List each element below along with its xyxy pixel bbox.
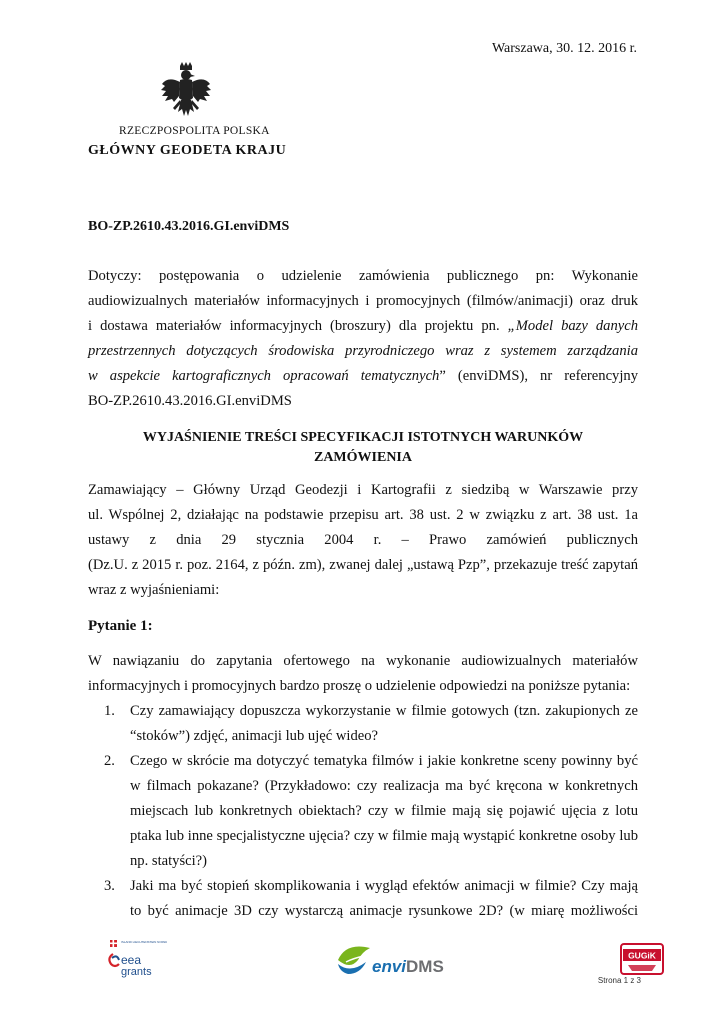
eea-small-text: ISLAND LIECHTENSTEIN NORWAY (121, 940, 167, 944)
heading-line: ZAMÓWIENIA (313, 450, 412, 465)
envi-text: envi (372, 957, 407, 976)
dms-text: DMS (406, 957, 444, 976)
list-item (104, 874, 638, 924)
list-item (104, 699, 638, 749)
list-item-number: 3. (104, 878, 115, 894)
question-title: Pytanie 1: (88, 618, 153, 634)
list-item-number: 2. (104, 753, 115, 769)
heading-line: WYJAŚNIENIE TREŚCI SPECYFIKACJI ISTOTNYCH WARUNKÓW (142, 430, 584, 445)
subject-line: Dotyczy: postępowania o udzielenie zamówienia publicznego pn: Wykonanie (88, 268, 638, 284)
list-item-number: 1. (104, 703, 115, 719)
eea-grants-logo (107, 938, 167, 978)
subject-line: i dostawa materiałów informacyjnych (broszury) dla projektu pn. „Model bazy danych (88, 318, 638, 334)
list-item-line: Czy zamawiający dopuszcza wykorzystanie w filmie gotowych (tzn. zakupionych ze (130, 703, 638, 719)
subject-line: przestrzennych dotyczących środowiska przyrodniczego wraz z systemem zarządzania (88, 343, 638, 359)
intro-line: Zamawiający – Główny Urząd Geodezji i Kartografii z siedzibą w Warszawie przy (88, 482, 638, 498)
subject-line: w aspekcie kartograficznych opracowań tematycznych” (enviDMS), nr referencyjny (88, 368, 638, 384)
eea-text: eea (121, 953, 142, 967)
question-intro (88, 649, 638, 699)
list-item-line: “stoków”) zdjęć, animacji lub ujęć wideo? (130, 728, 378, 744)
gugik-logo (620, 943, 664, 975)
intro-line: (Dz.U. z 2015 r. poz. 2164, z późn. zm), zwanej dalej „ustawą Pzp”, przekazuje treść zapytań (88, 557, 638, 573)
list-item-line: miejscach lub konkretnych obiektach? czy w filmie mają się pojawić ujęcia z lotu (130, 803, 638, 819)
question-list (104, 699, 638, 924)
intro-line: wraz z wyjaśnieniami: (88, 582, 220, 598)
subject-line: BO-ZP.2610.43.2016.GI.enviDMS (88, 393, 292, 409)
page-number: Strona 1 z 3 (597, 976, 641, 985)
document-date: Warszawa, 30. 12. 2016 r. (491, 41, 637, 56)
grants-text: grants (121, 966, 152, 978)
list-item (104, 749, 638, 874)
envidms-logo (336, 940, 451, 978)
intro-line: ustawy z dnia 29 stycznia 2004 r. – Prawo zamówień publicznych (88, 532, 638, 548)
question-intro-line: W nawiązaniu do zapytania ofertowego na wykonanie audiowizualnych materiałów (88, 653, 638, 669)
intro-paragraph (88, 478, 638, 603)
issuer-title: GŁÓWNY GEODETA KRAJU (88, 143, 287, 158)
section-heading (88, 428, 638, 468)
list-item-line: np. statyści?) (130, 853, 208, 869)
list-item-line: ptaka lub inne specjalistyczne ujęcia? czy w filmie mają wystąpić konkretne osoby lub (130, 828, 638, 844)
subject-paragraph (88, 264, 638, 414)
list-item-line: w filmach pokazane? (Przykładowo: czy realizacja ma być kręcona w konkretnych (130, 778, 638, 794)
subject-line: audiowizualnych materiałów informacyjnych i promocyjnych (filmów/animacji) oraz druk (88, 293, 638, 309)
list-item-line: Czego w skrócie ma dotyczyć tematyka filmów i jakie konkretne sceny powinny być (130, 753, 638, 769)
org-name: RZECZPOSPOLITA POLSKA (119, 125, 270, 137)
envi-leaf-icon (338, 947, 370, 966)
intro-line: ul. Wspólnej 2, działając na podstawie przepisu art. 38 ust. 2 w związku z art. 38 ust. 1a (88, 507, 638, 523)
eagle-emblem-icon (160, 62, 212, 124)
reference-number: BO-ZP.2610.43.2016.GI.enviDMS (88, 219, 290, 234)
list-item-line: to być animacje 3D czy wystarczą animacje rysunkowe 2D? (w miarę możliwości (130, 903, 638, 919)
question-intro-line: informacyjnych i promocyjnych bardzo proszę o udzielenie odpowiedzi na poniższe pytania: (88, 678, 631, 694)
gugik-text: GUGiK (628, 950, 656, 961)
list-item-line: Jaki ma być stopień skomplikowania i wygląd efektów animacji w filmie? Czy mają (130, 878, 638, 894)
